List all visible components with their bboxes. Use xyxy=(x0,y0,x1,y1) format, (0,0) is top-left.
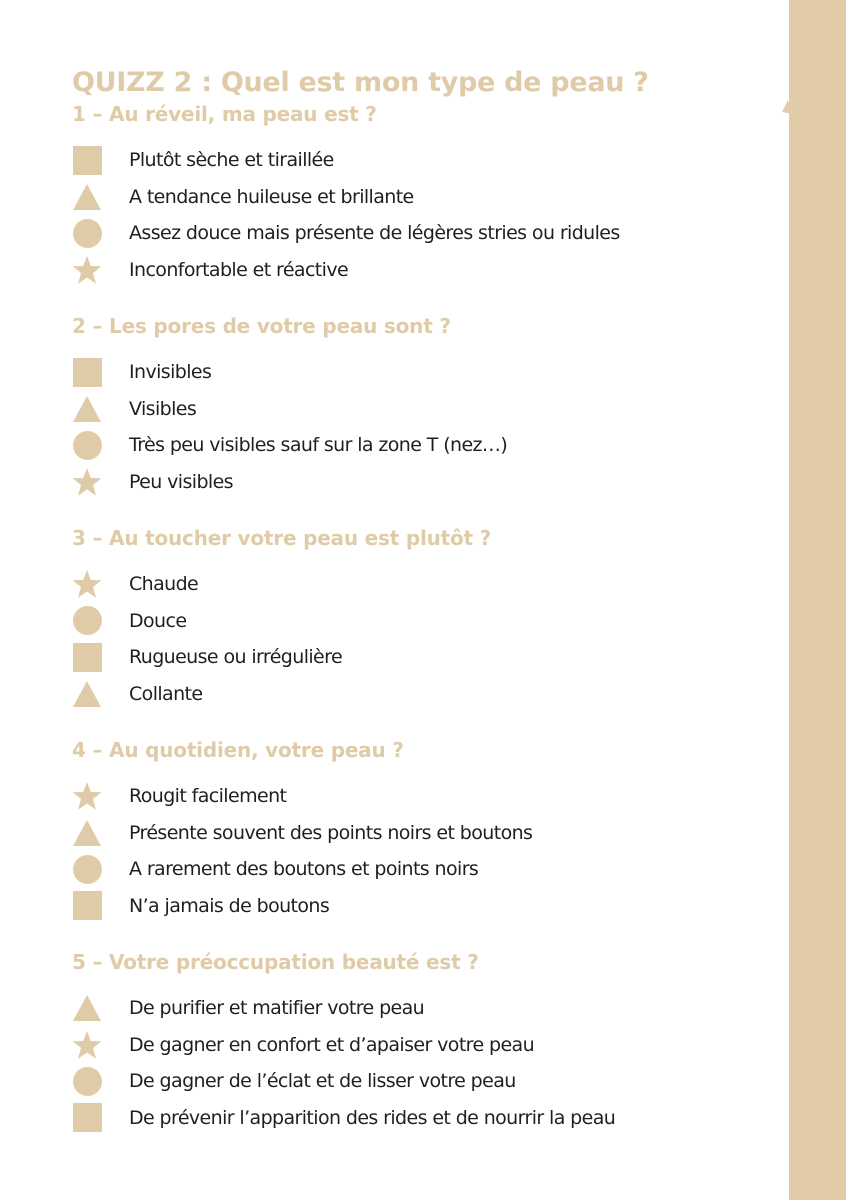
triangle-icon xyxy=(72,394,102,424)
option[interactable]: Inconfortable et réactive xyxy=(72,252,772,289)
question-5 xyxy=(72,948,772,1136)
option[interactable]: Assez douce mais présente de légères stries ou ridules xyxy=(72,215,772,252)
question-4 xyxy=(72,736,772,924)
option[interactable]: A tendance huileuse et brillante xyxy=(72,179,772,216)
square-icon xyxy=(72,891,102,921)
option[interactable]: Rougit facilement xyxy=(72,778,772,815)
option[interactable]: A rarement des boutons et points noirs xyxy=(72,851,772,888)
page-title: QUIZZ 2 : Quel est mon type de peau ? xyxy=(72,67,649,98)
question-title: 3 – Au toucher votre peau est plutôt ? xyxy=(72,526,492,550)
star-icon xyxy=(72,467,102,497)
question-title: 2 – Les pores de votre peau sont ? xyxy=(72,314,451,338)
option[interactable]: Chaude xyxy=(72,566,772,603)
star-icon xyxy=(72,255,102,285)
floral-ornament-icon xyxy=(780,0,846,140)
option[interactable]: Visibles xyxy=(72,391,772,428)
square-icon xyxy=(72,145,102,175)
triangle-icon xyxy=(72,818,102,848)
circle-icon xyxy=(72,1066,102,1096)
option[interactable]: Présente souvent des points noirs et boutons xyxy=(72,815,772,852)
quiz-content xyxy=(72,64,772,1136)
option[interactable]: Très peu visibles sauf sur la zone T (nez…) xyxy=(72,427,772,464)
square-icon xyxy=(72,642,102,672)
option[interactable]: De gagner de l’éclat et de lisser votre peau xyxy=(72,1063,772,1100)
triangle-icon xyxy=(72,993,102,1023)
circle-icon xyxy=(72,854,102,884)
circle-icon xyxy=(72,430,102,460)
option[interactable]: Collante xyxy=(72,676,772,713)
triangle-icon xyxy=(72,679,102,709)
option[interactable]: Peu visibles xyxy=(72,464,772,501)
question-title: 4 – Au quotidien, votre peau ? xyxy=(72,738,404,762)
option[interactable]: Invisibles xyxy=(72,354,772,391)
star-icon xyxy=(72,1030,102,1060)
option[interactable]: De prévenir l’apparition des rides et de nourrir la peau xyxy=(72,1100,772,1137)
square-icon xyxy=(72,357,102,387)
star-icon xyxy=(72,781,102,811)
option[interactable]: Douce xyxy=(72,603,772,640)
question-title: 5 – Votre préoccupation beauté est ? xyxy=(72,950,479,974)
question-1 xyxy=(72,100,772,288)
option[interactable]: Rugueuse ou irrégulière xyxy=(72,639,772,676)
option[interactable]: Plutôt sèche et tiraillée xyxy=(72,142,772,179)
decorative-sidebar xyxy=(789,0,846,1200)
question-2 xyxy=(72,312,772,500)
star-icon xyxy=(72,569,102,599)
triangle-icon xyxy=(72,182,102,212)
circle-icon xyxy=(72,218,102,248)
circle-icon xyxy=(72,606,102,636)
option[interactable]: De gagner en confort et d’apaiser votre peau xyxy=(72,1027,772,1064)
option[interactable]: N’a jamais de boutons xyxy=(72,888,772,925)
option[interactable]: De purifier et matifier votre peau xyxy=(72,990,772,1027)
square-icon xyxy=(72,1103,102,1133)
question-title: 1 – Au réveil, ma peau est ? xyxy=(72,102,377,126)
question-3 xyxy=(72,524,772,712)
